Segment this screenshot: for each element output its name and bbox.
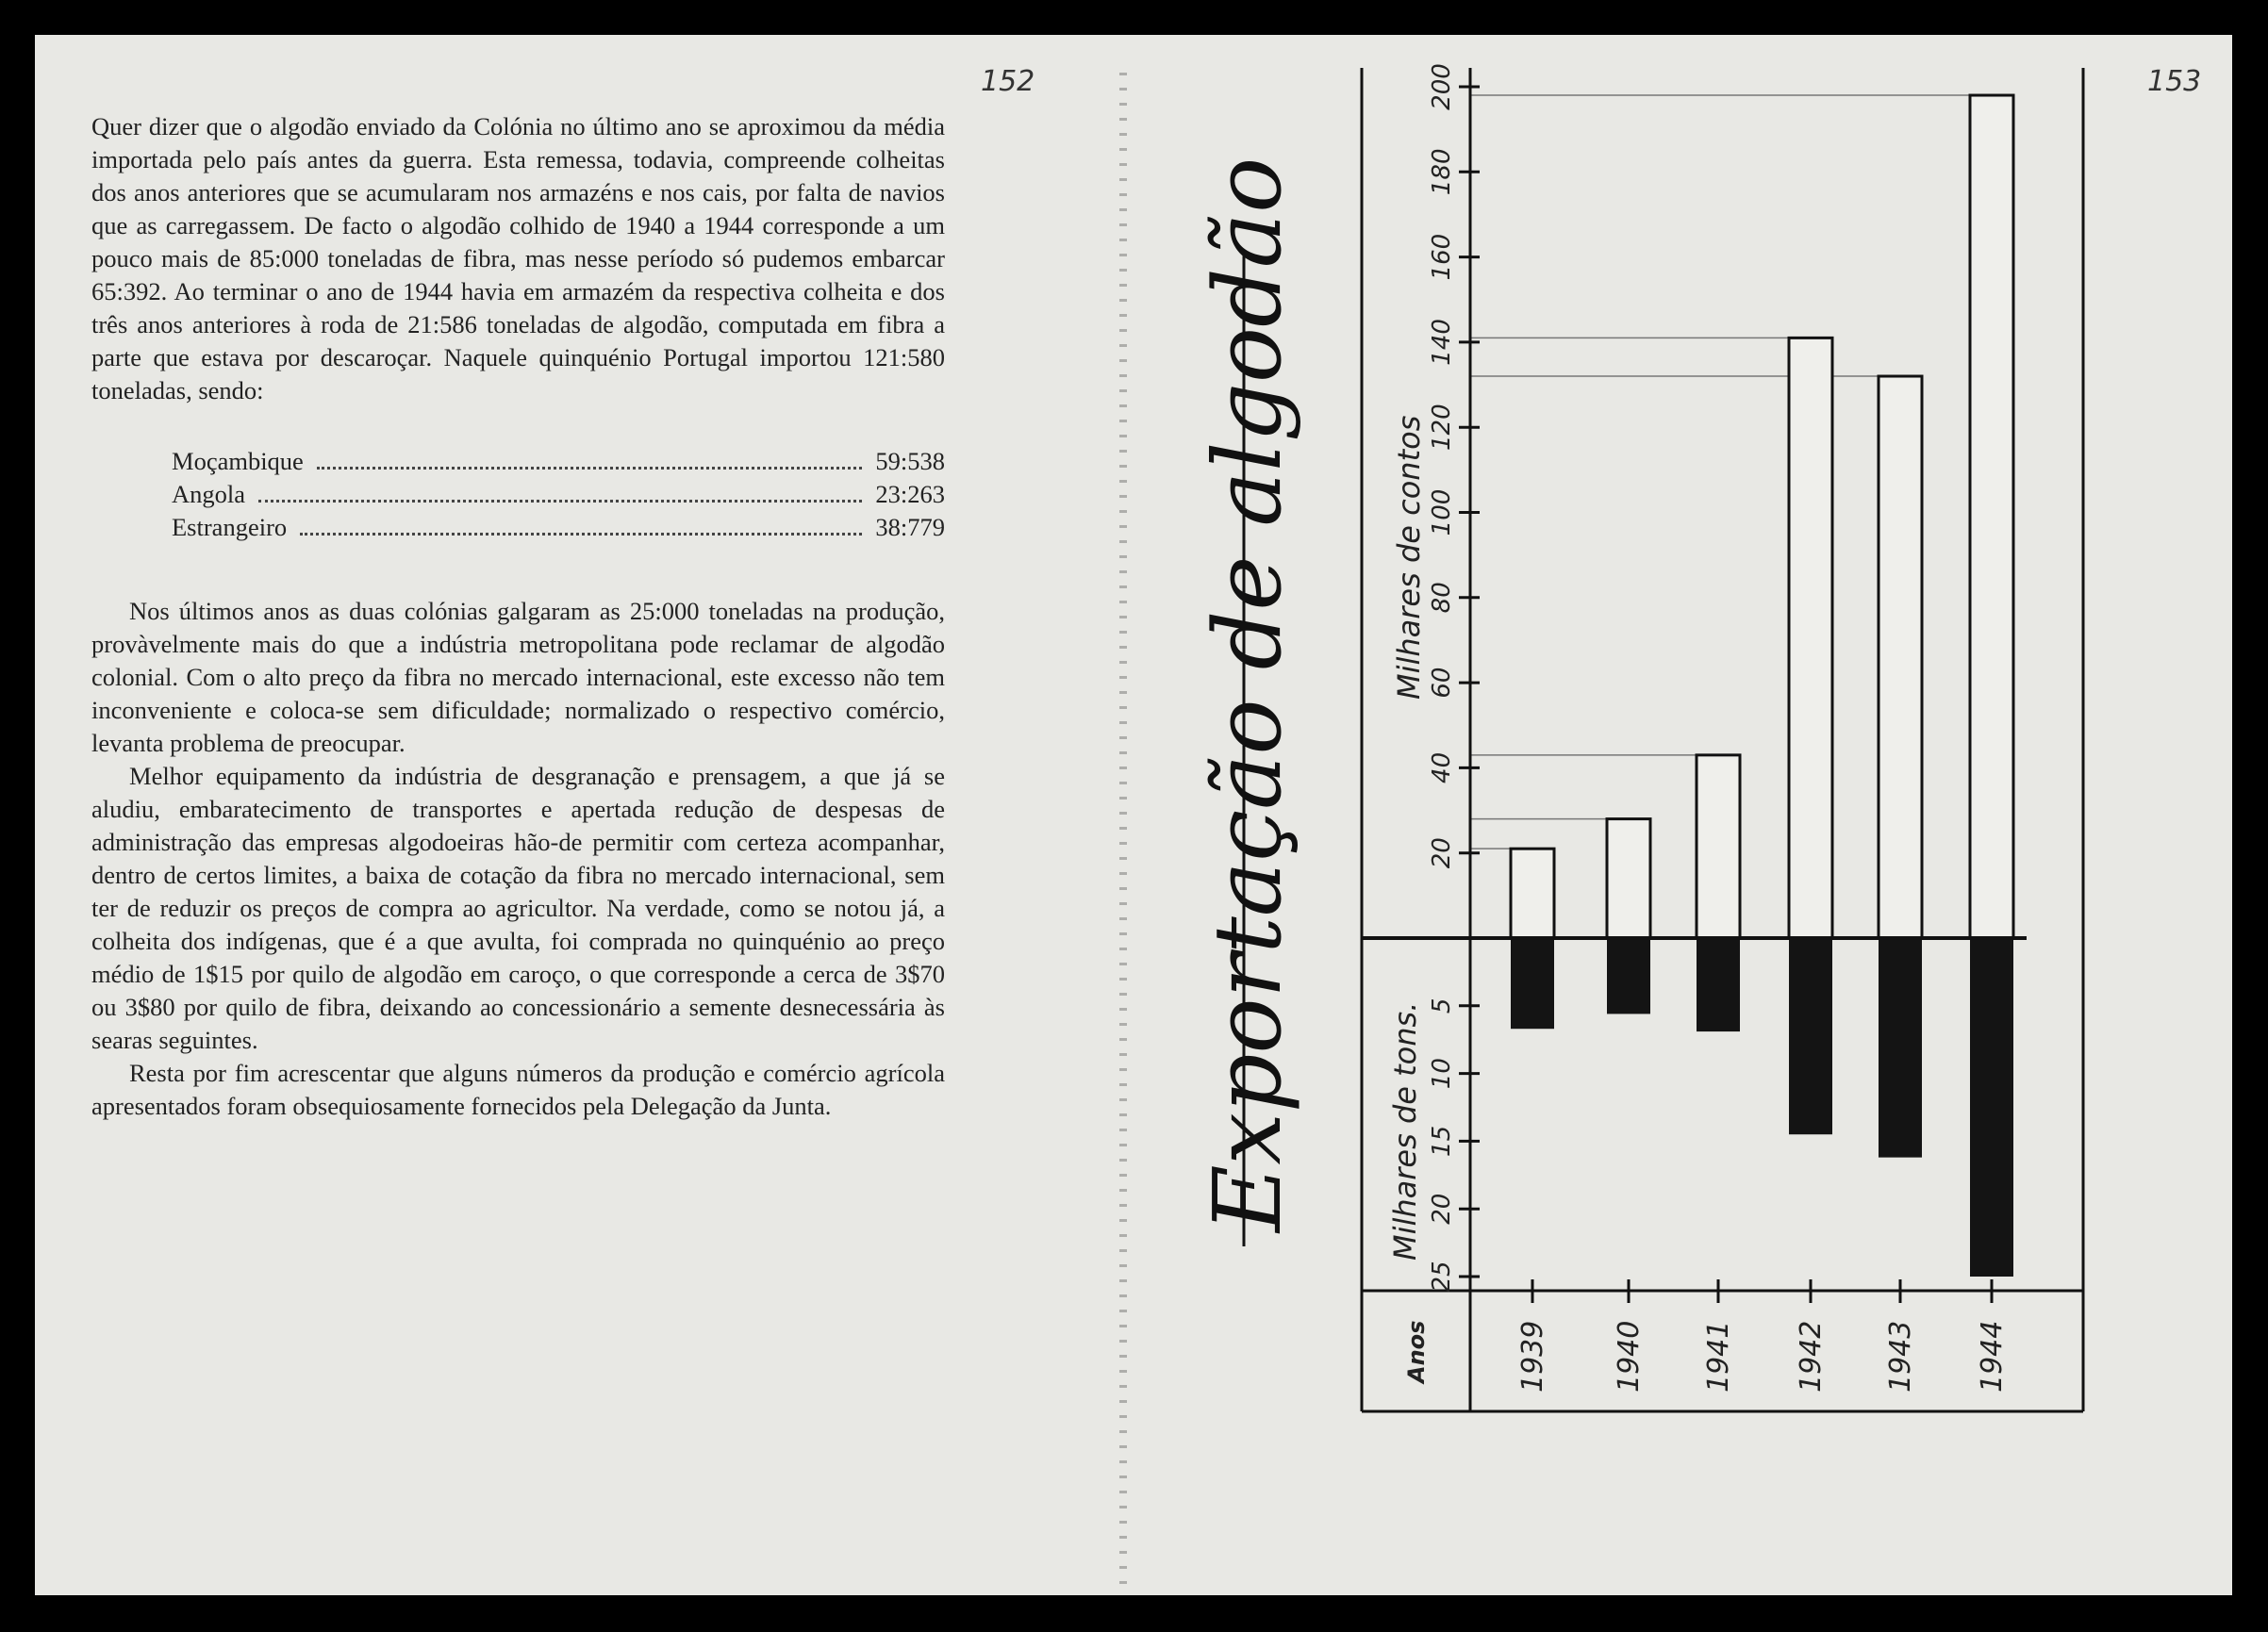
paragraph-3: Melhor equipamento da indústria de desgranação e prensagem, a que já se aludiu, embaratecimento de transportes e apertada redução de despesas de administração das empresas algodoeiras hão-de permitir com certeza acompanhar, dentro de certos limites, a baixa de cotação da fibra no mercado internacional, sem ter de reduzir os preços de compra ao agricultor. Na verdade, como se notou já, a colheita dos indígenas, que é a que avulta, foi comprada no quinquénio ao preço médio de 1$15 por quilo de algodão em caroço, o que corresponde a cerca de 3$70 ou 3$80 por quilo de fibra, deixando ao concessionário a semente desnecessária às searas seguintes. [91,762,945,1054]
table-row-label: Moçambique [172,447,304,475]
bar-contos-1941 [1697,755,1740,938]
upper-tick-label-180: 180 [1428,148,1456,196]
category-label-1939: 1939 [1516,1320,1549,1393]
bar-tons-1942 [1789,938,1832,1134]
document-page [35,35,2232,1595]
chart-title: Exportação de algodão [1195,157,1302,1232]
lower-tick-label-20: 20 [1428,1193,1456,1225]
lower-tick-label-25: 25 [1428,1261,1456,1293]
table-row-value: 59:538 [875,447,945,475]
cotton-export-chart [35,35,2232,1595]
bar-tons-1944 [1970,938,2013,1277]
upper-tick-label-120: 120 [1428,404,1456,452]
category-label-1942: 1942 [1795,1320,1828,1393]
category-label-1940: 1940 [1613,1320,1646,1393]
lower-tick-label-10: 10 [1428,1058,1456,1090]
bar-contos-1943 [1879,376,1922,938]
table-row-value: 38:779 [875,513,945,541]
upper-tick-label-40: 40 [1428,751,1456,783]
table-row-label: Estrangeiro [172,513,288,541]
bar-contos-1940 [1607,819,1650,938]
upper-tick-label-200: 200 [1428,63,1456,110]
bar-tons-1943 [1879,938,1922,1158]
paragraph-2: Nos últimos anos as duas colónias galgaram as 25:000 toneladas na produção, provàvelmente mais do que a indústria metropolitana pode reclamar de algodão colonial. Com o alto preço da fibra no mercado internacional, este excesso não tem inconveniente e coloca-se sem dificuldade; normalizado o respectivo comércio, levanta problema de preocupar. [91,597,945,757]
bar-contos-1942 [1789,338,1832,938]
bar-contos-1944 [1970,95,2013,938]
upper-axis-title: Milhares de contos [1391,415,1427,700]
table-row-label: Angola [172,480,246,508]
upper-tick-label-100: 100 [1428,488,1456,536]
bar-tons-1940 [1607,938,1650,1014]
category-label-1944: 1944 [1976,1320,2009,1393]
upper-tick-label-20: 20 [1428,837,1456,869]
upper-tick-label-60: 60 [1428,667,1456,699]
bar-contos-1939 [1511,849,1554,938]
lower-tick-label-5: 5 [1428,997,1456,1014]
paragraph-1: Quer dizer que o algodão enviado da Colónia no último ano se aproximou da média importada pelo país antes da guerra. Esta remessa, todavia, compreende colheitas dos anos anteriores que se acumularam nos armazéns e nos cais, por falta de navios que as carregassem. De facto o algodão colhido de 1940 a 1944 corresponde a um pouco mais de 85:000 toneladas de fibra, mas nesse período só pudemos embarcar 65:392. Ao terminar o ano de 1944 havia em armazém da respectiva colheita e dos três anos anteriores à roda de 21:586 toneladas de algodão, computada em fibra a parte que estava por descaroçar. Naquele quinquénio Portugal importou 121:580 toneladas, sendo: [91,112,945,404]
bar-tons-1941 [1697,938,1740,1031]
page-number-left: 152 [981,65,1035,98]
upper-tick-label-140: 140 [1428,319,1456,366]
category-label-1943: 1943 [1884,1320,1917,1393]
category-label-1941: 1941 [1702,1320,1735,1393]
page-number-right: 153 [2147,65,2202,98]
paragraph-4: Resta por fim acrescentar que alguns números da produção e comércio agrícola apresentados foram obsequiosamente fornecidos pela Delegação da Junta. [91,1059,945,1120]
bar-tons-1939 [1511,938,1554,1029]
upper-tick-label-160: 160 [1428,233,1456,281]
lower-axis-title: Milhares de tons. [1387,1001,1423,1261]
category-axis-title: Anos [1403,1320,1430,1383]
lower-tick-label-15: 15 [1428,1125,1456,1157]
table-row-value: 23:263 [875,480,945,508]
upper-tick-label-80: 80 [1428,582,1456,614]
